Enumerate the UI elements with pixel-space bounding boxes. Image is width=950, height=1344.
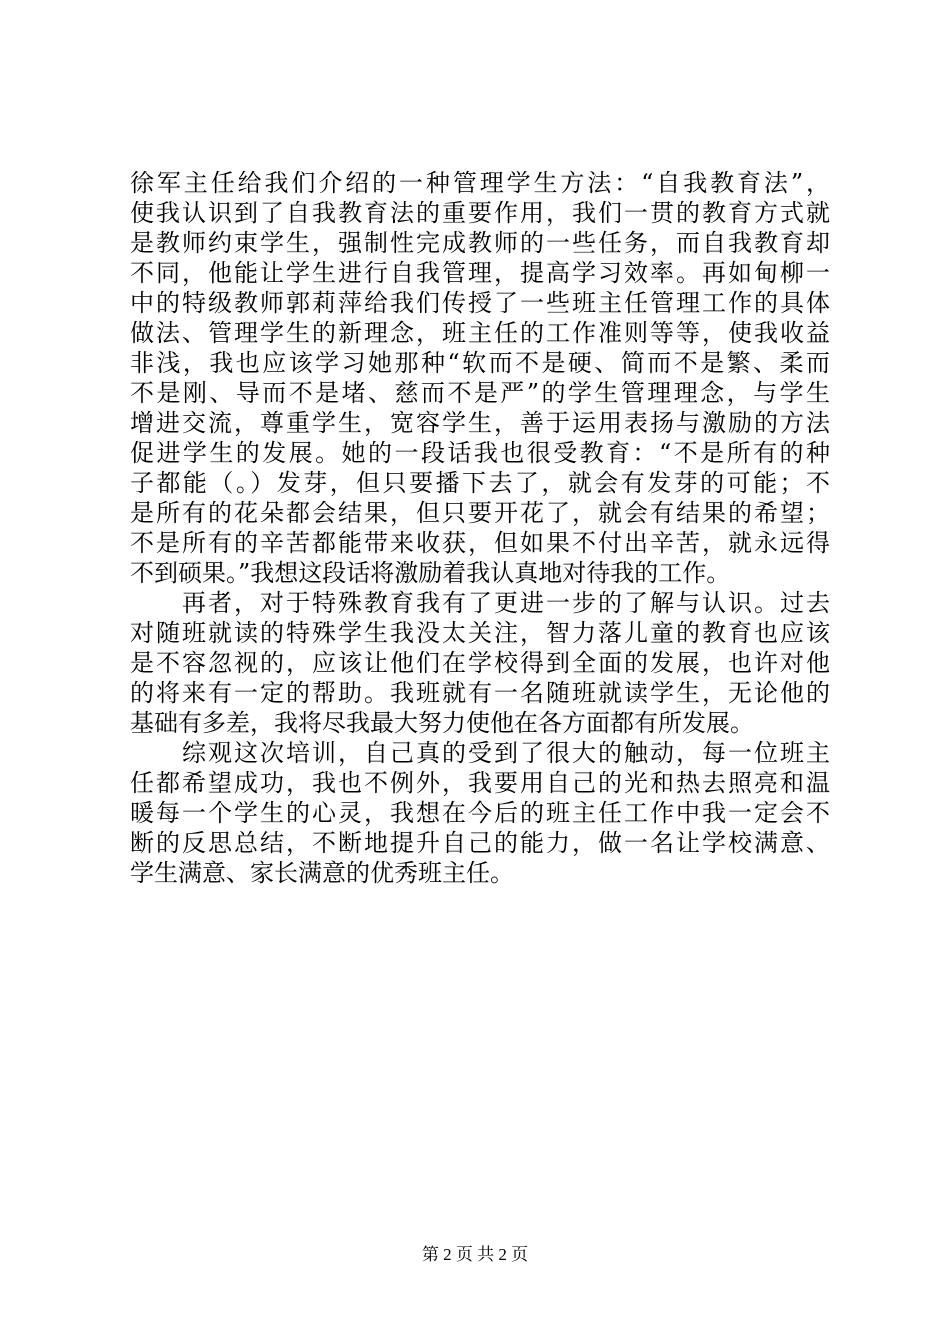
text-line: 子都能（。）发芽，但只要播下去了，就会有发芽的可能；不 [130, 469, 830, 497]
body-text [130, 168, 830, 888]
text-line: 断的反思总结，不断地提升自己的能力，做一名让学校满意、 [130, 829, 830, 857]
text-line: 再者，对于特殊教育我有了更进一步的了解与认识。过去 [130, 589, 830, 617]
text-line: 中的特级教师郭莉萍给我们传授了一些班主任管理工作的具体 [130, 289, 830, 317]
text-line: 是不容忽视的，应该让他们在学校得到全面的发展，也许对他 [130, 649, 830, 677]
text-line: 学生满意、家长满意的优秀班主任。 [130, 859, 514, 887]
text-line: 基础有多差，我将尽我最大努力使他在各方面都有所发展。 [130, 709, 754, 737]
page-number-footer: 第 2 页 共 2 页 [421, 1245, 529, 1264]
text-line: 不是所有的辛苦都能带来收获，但如果不付出辛苦，就永远得 [130, 529, 830, 557]
text-line: 的将来有一定的帮助。我班就有一名随班就读学生，无论他的 [130, 679, 830, 707]
text-line: 促进学生的发展。她的一段话我也很受教育：“不是所有的种 [130, 439, 830, 467]
text-line: 不是刚、导而不是堵、慈而不是严”的学生管理理念，与学生 [130, 379, 830, 407]
text-line: 不到硕果。”我想这段话将激励着我认真地对待我的工作。 [130, 559, 731, 587]
text-line: 综观这次培训，自己真的受到了很大的触动，每一位班主 [130, 739, 830, 767]
text-line: 对随班就读的特殊学生我没太关注，智力落儿童的教育也应该 [130, 619, 830, 647]
text-line: 非浅，我也应该学习她那种“软而不是硬、简而不是繁、柔而 [130, 349, 830, 377]
text-line: 增进交流，尊重学生，宽容学生，善于运用表扬与激励的方法 [130, 409, 830, 437]
text-line: 是教师约束学生，强制性完成教师的一些任务，而自我教育却 [130, 229, 830, 257]
text-line: 使我认识到了自我教育法的重要作用，我们一贯的教育方式就 [130, 199, 830, 227]
text-line: 暖每一个学生的心灵，我想在今后的班主任工作中我一定会不 [130, 799, 830, 827]
text-line: 任都希望成功，我也不例外，我要用自己的光和热去照亮和温 [130, 769, 830, 797]
text-line: 是所有的花朵都会结果，但只要开花了，就会有结果的希望； [130, 499, 830, 527]
text-line: 做法、管理学生的新理念，班主任的工作准则等等，使我收益 [130, 319, 830, 347]
text-line: 徐军主任给我们介绍的一种管理学生方法：“自我教育法”， [130, 169, 830, 197]
text-line: 不同，他能让学生进行自我管理，提高学习效率。再如甸柳一 [130, 259, 830, 287]
